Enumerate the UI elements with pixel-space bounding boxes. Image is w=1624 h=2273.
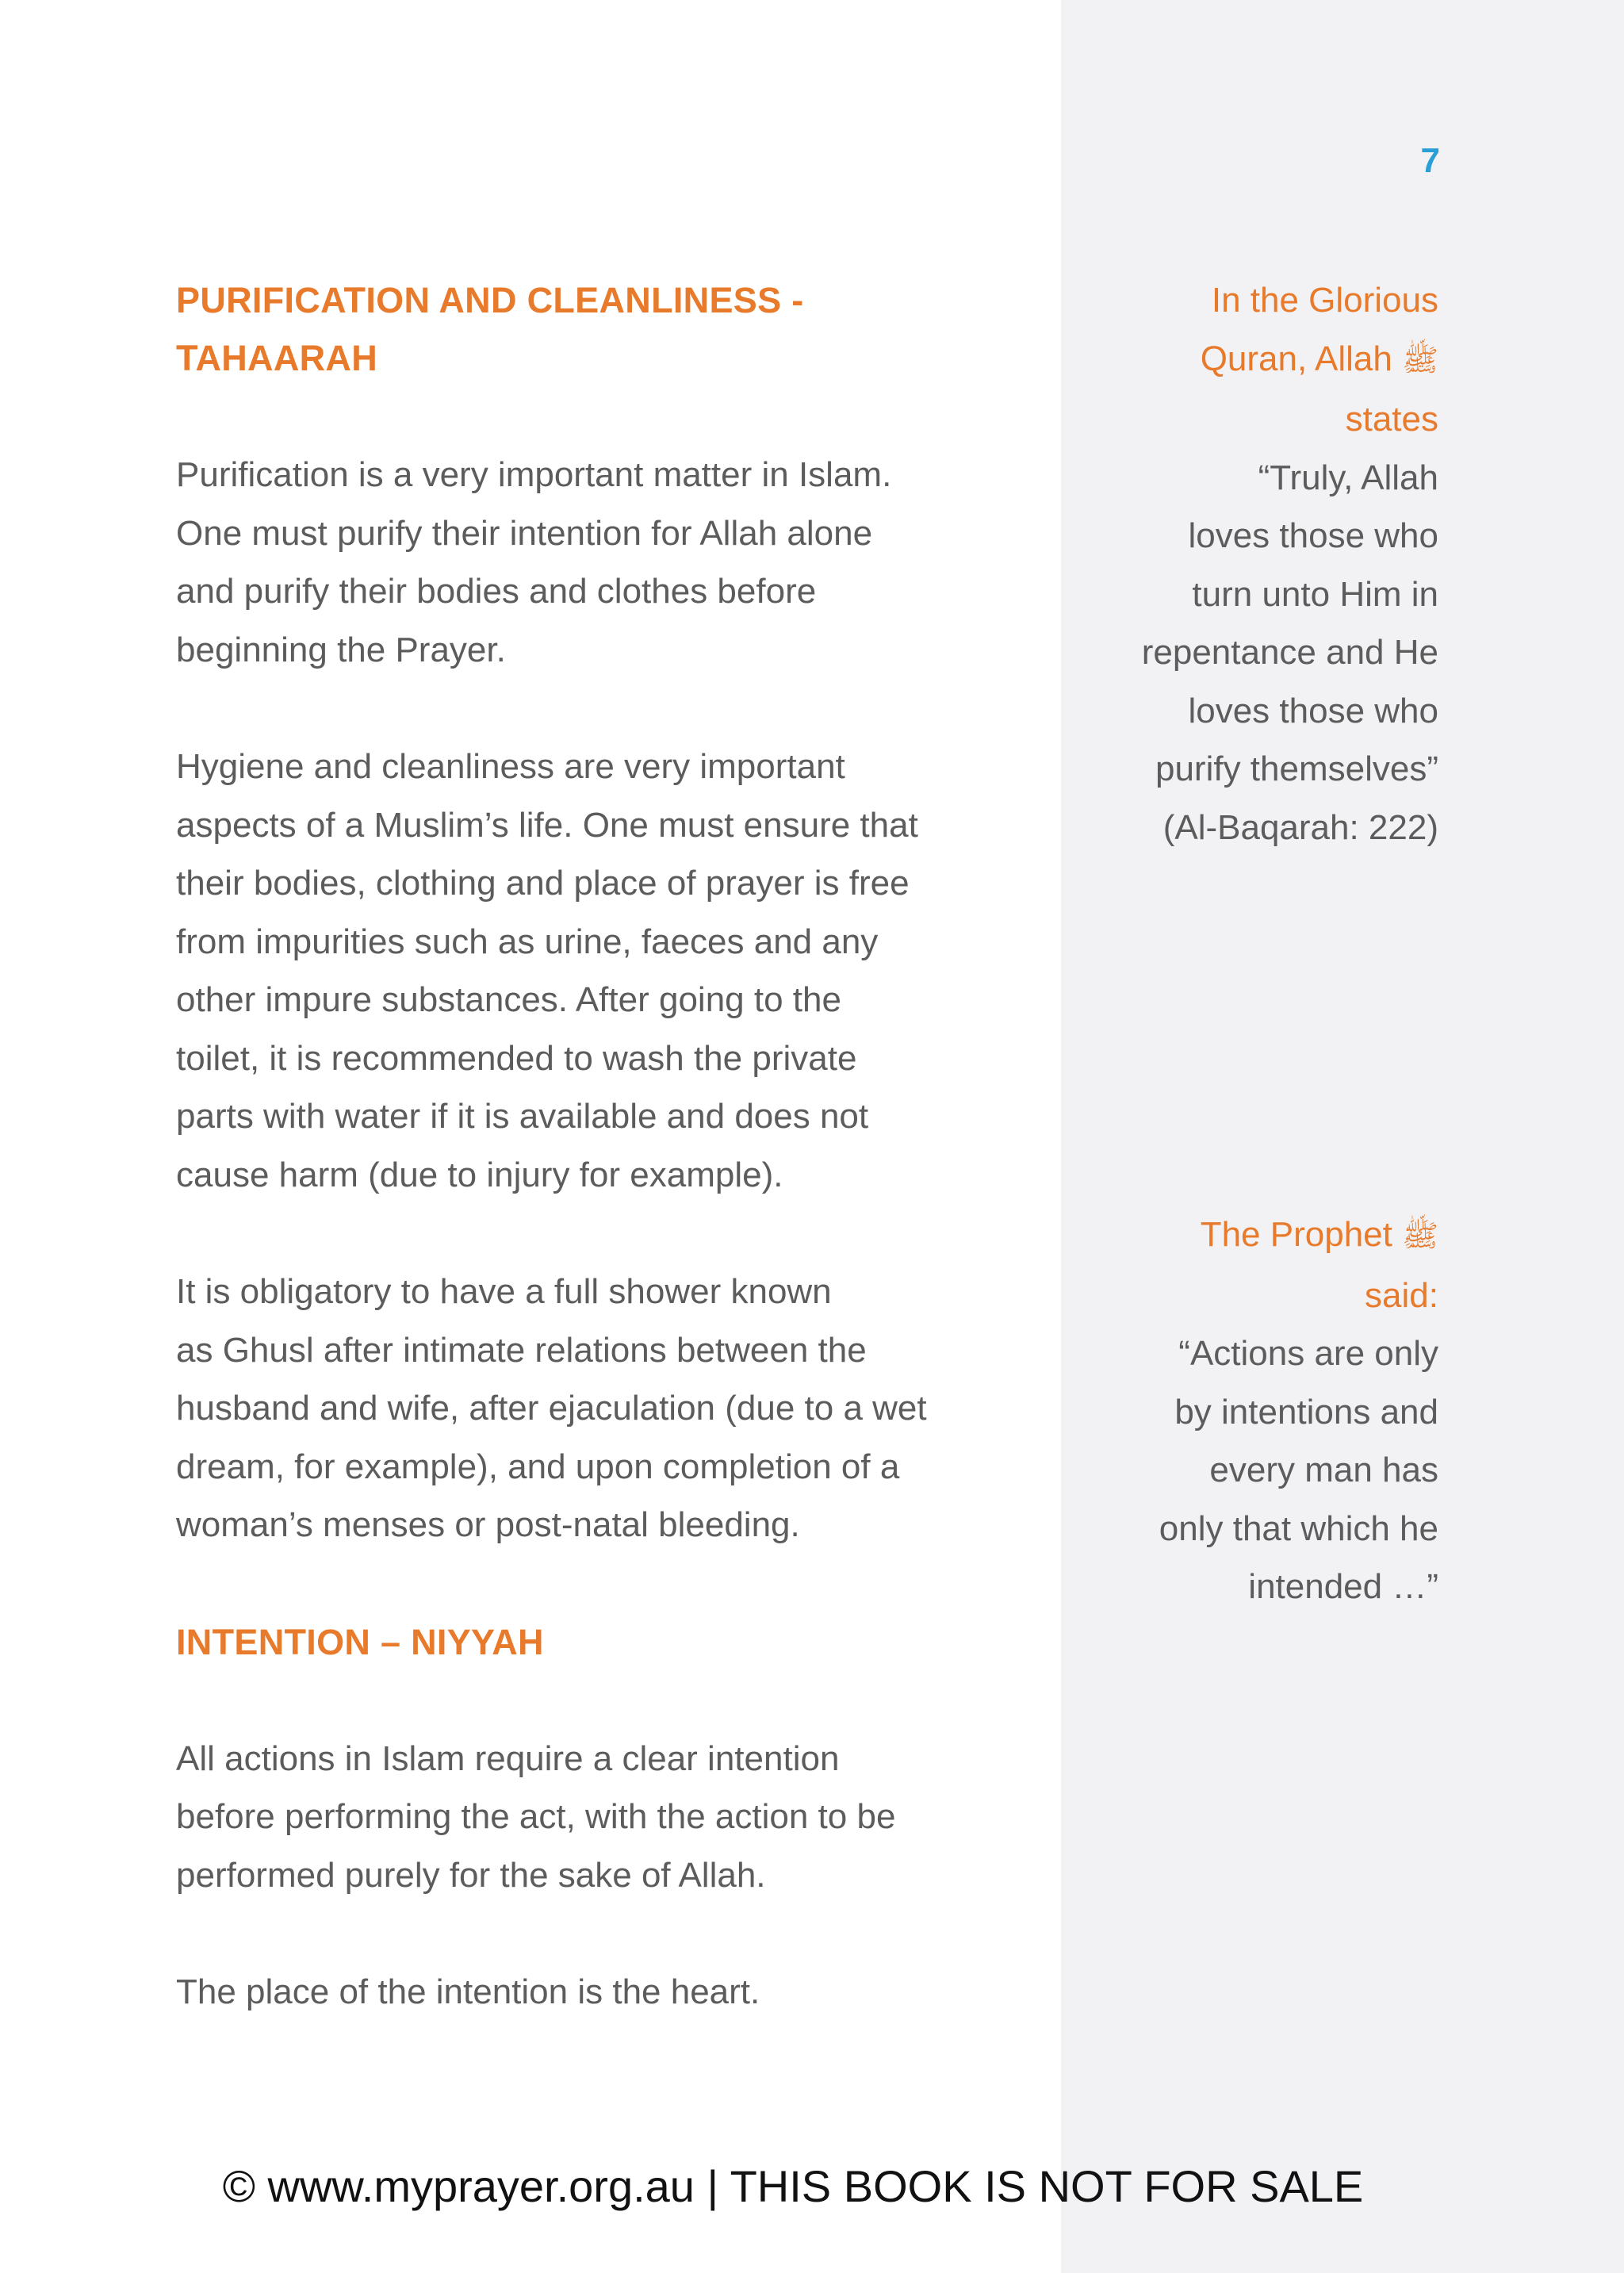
sidebar-quote-hadith (1105, 1205, 1438, 1616)
text-line: All actions in Islam require a clear intention (176, 1738, 840, 1778)
text-line: performed purely for the sake of Allah. (176, 1855, 766, 1895)
text-line: parts with water if it is available and does not (176, 1097, 869, 1136)
text-line: other impure substances. After going to the (176, 980, 841, 1019)
text-line: states (1345, 400, 1438, 439)
text-line: and purify their bodies and clothes before (176, 572, 817, 611)
text-line: In the Glorious (1211, 281, 1438, 320)
text-line: “Actions are only (1178, 1334, 1438, 1373)
text-line: before performing the act, with the action to be (176, 1797, 896, 1836)
text-line: said: (1365, 1275, 1438, 1315)
paragraph-heart (176, 1963, 1017, 2022)
quote-title (1105, 271, 1438, 449)
text-line: “Truly, Allah (1258, 458, 1438, 497)
paragraph-hygiene (176, 738, 1017, 1204)
text-line: aspects of a Muslim’s life. One must ensure that (176, 805, 918, 845)
text-line: woman’s menses or post-natal bleeding. (176, 1505, 800, 1544)
text-line: loves those who (1188, 691, 1438, 730)
sidebar-quote-quran (1105, 271, 1438, 857)
text-line: The place of the intention is the heart. (176, 1972, 760, 2011)
text-line: dream, for example), and upon completion of a (176, 1447, 900, 1486)
text-line: toilet, it is recommended to wash the private (176, 1038, 857, 1078)
text-line: turn unto Him in (1192, 574, 1438, 614)
text-line: Quran, Allah (1200, 339, 1392, 378)
text-line: One must purify their intention for Allah alone (176, 513, 873, 553)
heading-line: TAHAARAH (176, 338, 378, 378)
text-line: The Prophet (1200, 1215, 1392, 1254)
text-line: purify themselves” (1155, 749, 1438, 788)
honorific-glyph: ﷺ (1402, 343, 1438, 378)
paragraph-purification (176, 446, 1017, 679)
quote-text (1105, 1324, 1438, 1616)
heading-line: PURIFICATION AND CLEANLINESS - (176, 280, 804, 320)
text-line: cause harm (due to injury for example). (176, 1155, 783, 1194)
text-line: as Ghusl after intimate relations between the (176, 1330, 867, 1370)
text-line: their bodies, clothing and place of prayer is free (176, 864, 910, 903)
section-heading-purification (176, 271, 1017, 387)
text-line: (Al-Baqarah: 222) (1162, 807, 1438, 847)
quote-text (1105, 449, 1438, 857)
text-line: husband and wife, after ejaculation (due to a wet (176, 1389, 927, 1428)
paragraph-ghusl (176, 1263, 1017, 1554)
copyright-footer: © www.myprayer.org.au | THIS BOOK IS NOT FOR SALE (222, 2161, 1364, 2211)
text-line: beginning the Prayer. (176, 630, 506, 669)
page-number: 7 (1420, 141, 1440, 180)
text-line: It is obligatory to have a full shower known (176, 1272, 832, 1311)
text-line: loves those who (1188, 516, 1438, 555)
section-heading-intention: INTENTION – NIYYAH (176, 1621, 544, 1662)
text-line: Purification is a very important matter in Islam. (176, 455, 892, 494)
quote-title (1105, 1205, 1438, 1324)
text-line: every man has (1209, 1451, 1438, 1489)
text-line: by intentions and (1174, 1392, 1438, 1432)
text-line: only that which he (1159, 1508, 1438, 1548)
text-line: from impurities such as urine, faeces and any (176, 922, 879, 961)
text-line: repentance and He (1141, 633, 1438, 672)
honorific-glyph: ﷺ (1402, 1220, 1438, 1253)
text-line: Hygiene and cleanliness are very important (176, 747, 845, 786)
text-line: intended …” (1248, 1567, 1438, 1606)
paragraph-intention (176, 1730, 1017, 1905)
main-column (176, 271, 1017, 2022)
